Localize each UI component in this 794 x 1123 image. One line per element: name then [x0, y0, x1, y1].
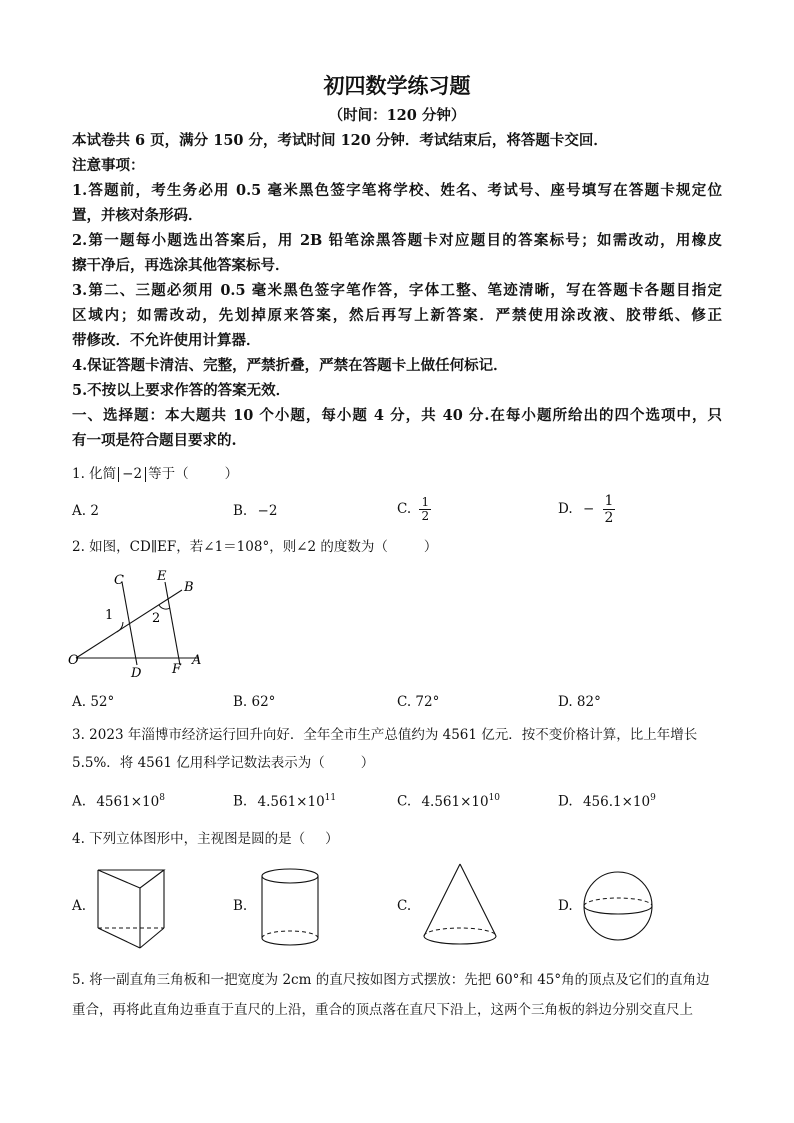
label-2: 2 [152, 611, 161, 626]
q2-close: ） [423, 539, 438, 555]
q1-prefix: 1. 化简 [72, 466, 117, 482]
q3-option-b-exponent: 11 [324, 793, 337, 803]
notice-item-5: 5.不按以上要求作答的答案无效． [72, 382, 291, 399]
question-2 [72, 536, 724, 558]
q2-option-b: B. 62° [233, 694, 276, 710]
notice-item-3-line-1: 3.第二、三题必须用 0.5 毫米黑色签字笔作答，字体工整、笔迹清晰，写在答题卡各题目指定 [72, 282, 722, 299]
q3-line-1: 3. 2023 年淄博市经济运行回升向好．全年全市生产总值约为 4561 亿元．按不变价格计算，比上年增长 [72, 727, 698, 743]
notice-item-1-line-1: 1.答题前，考生务必用 0.5 毫米黑色签字笔将学校、姓名、考试号、座号填写在答题卡规定位 [72, 182, 722, 199]
cone-base-back [424, 928, 496, 936]
cylinder-top [262, 869, 318, 883]
q3-option-a-base: 4561×10 [96, 793, 160, 810]
notice-heading: 注意事项： [72, 157, 145, 174]
q1-option-d-numerator: 1 [604, 493, 614, 509]
cylinder-bottom-front [262, 938, 318, 945]
q4-option-a-label: A. [72, 898, 87, 914]
page-title: 初四数学练习题 [323, 73, 471, 98]
q1-option-a: A. 2 [72, 503, 99, 519]
q5-line-1: 5. 将一副直角三角板和一把宽度为 2cm 的直尺按如图方式摆放：先把 60°和 45°角的顶点及它们的直角边 [72, 972, 710, 988]
q3-option-d-label: D. [558, 793, 573, 810]
q4-option-d-label: D. [558, 898, 573, 914]
cone-figure [418, 860, 502, 952]
q2-option-c: C. 72° [397, 694, 440, 710]
q3-option-c-exponent: 10 [488, 793, 501, 803]
q1-option-c-denominator: 2 [421, 509, 430, 523]
question-5 [72, 965, 724, 1025]
notice-item-2-line-1: 2.第一题每小题选出答案后，用 2B 铅笔涂黑答题卡对应题目的答案标号；如需改动，用橡皮 [72, 232, 722, 249]
sphere-equator-back [584, 898, 652, 906]
q4-close: ） [325, 831, 339, 847]
label-o: O [68, 653, 79, 668]
q3-option-a-exponent: 8 [159, 793, 165, 803]
q1-option-d-denominator: 2 [604, 510, 614, 526]
q1-option-c-fraction [419, 496, 431, 523]
angle-2-arc [159, 605, 170, 609]
cylinder-figure [254, 862, 326, 954]
notice-item-4: 4.保证答题卡清洁、完整，严禁折叠，严禁在答题卡上做任何标记． [72, 357, 508, 374]
q3-option-c-base: 4.561×10 [421, 793, 489, 810]
label-e: E [157, 569, 167, 584]
q3-option-a [72, 793, 165, 810]
q1-suffix: 等于（ [148, 466, 189, 482]
q2-text: 2. 如图，CD∥EF，若∠1＝108°，则∠2 的度数为（ [72, 539, 388, 555]
q1-option-c [397, 496, 431, 523]
notice-item-1-line-2: 置，并核对条形码． [72, 207, 203, 224]
q3-option-c-label: C. [397, 793, 412, 810]
q4-option-b-label: B. [233, 898, 248, 914]
q1-abs-value: −2 [118, 467, 146, 482]
question-1 [72, 463, 724, 485]
q3-option-b-base: 4.561×10 [257, 793, 325, 810]
q1-option-d-sign: − [582, 501, 595, 517]
q3-option-a-label: A. [72, 793, 87, 810]
triangular-prism-figure [90, 862, 180, 954]
line-ob [76, 590, 182, 658]
q5-line-2: 重合，再将此直角边垂直于直尺的上沿，重合的顶点落在直尺下沿上，这两个三角板的斜边分别交直尺上 [72, 1002, 693, 1018]
cone-base-front [424, 936, 496, 944]
question-3 [72, 724, 724, 774]
q3-option-b [233, 793, 336, 810]
label-b: B [184, 580, 194, 595]
q1-option-b-label: B. [233, 503, 248, 519]
cone-right-side [460, 864, 496, 936]
line-ef [165, 582, 180, 665]
q1-option-d [558, 493, 615, 526]
q3-option-d [558, 793, 656, 810]
q2-option-d: D. 82° [558, 694, 601, 710]
q2-figure [66, 566, 216, 682]
question-4 [72, 828, 724, 850]
intro-text: 本试卷共 6 页，满分 150 分，考试时间 120 分钟．考试结束后，将答题卡交回． [72, 132, 608, 149]
line-cd [122, 582, 137, 665]
q1-option-d-label: D. [558, 501, 573, 517]
prism-bottom-right [140, 928, 164, 948]
q1-option-b-value: −2 [257, 503, 278, 519]
q4-option-c-label: C. [397, 898, 412, 914]
sphere-equator-front [584, 906, 652, 914]
prism-top-face [98, 870, 164, 888]
label-a: A [192, 653, 202, 668]
q1-close: ） [224, 466, 239, 482]
q1-option-c-label: C. [397, 501, 412, 517]
q1-option-d-fraction [603, 493, 616, 526]
label-d: D [131, 666, 142, 681]
q3-close: ） [360, 755, 375, 771]
q3-line-2: 5.5%．将 4561 亿用科学记数法表示为（ [72, 755, 325, 771]
section-1-heading-line-2: 有一项是符合题目要求的. [72, 432, 237, 449]
page-subtitle: （时间：120 分钟） [328, 107, 466, 124]
notice-item-3-line-3: 带修改．不允许使用计算器． [72, 332, 261, 349]
cone-left-side [424, 864, 460, 936]
sphere-outline [584, 872, 652, 940]
q4-text: 4. 下列立体图形中，主视图是圆的是（ [72, 831, 306, 847]
q3-line-2-wrap [72, 752, 724, 774]
q1-option-b [233, 503, 277, 519]
label-1: 1 [105, 608, 114, 623]
section-1-heading-line-1: 一、选择题：本大题共 10 个小题，每小题 4 分，共 40 分.在每小题所给出的四个选项中，只 [72, 407, 722, 424]
label-c: C [114, 573, 124, 588]
cylinder-bottom-back [262, 931, 318, 938]
q2-option-a: A. 52° [72, 694, 115, 710]
notice-item-3-line-2: 区域内；如需改动，先划掉原来答案，然后再写上新答案．严禁使用涂改液、胶带纸、修正 [72, 307, 722, 324]
q3-option-d-exponent: 9 [650, 793, 656, 803]
q3-option-c [397, 793, 500, 810]
sphere-figure [578, 866, 658, 946]
q3-option-d-base: 456.1×10 [582, 793, 651, 810]
label-f: F [172, 662, 182, 677]
q3-option-b-label: B. [233, 793, 248, 810]
notice-item-2-line-2: 擦干净后，再选涂其他答案标号． [72, 257, 290, 274]
q1-option-c-numerator: 1 [421, 495, 430, 509]
instructions [72, 128, 722, 453]
prism-bottom-left [98, 928, 140, 948]
